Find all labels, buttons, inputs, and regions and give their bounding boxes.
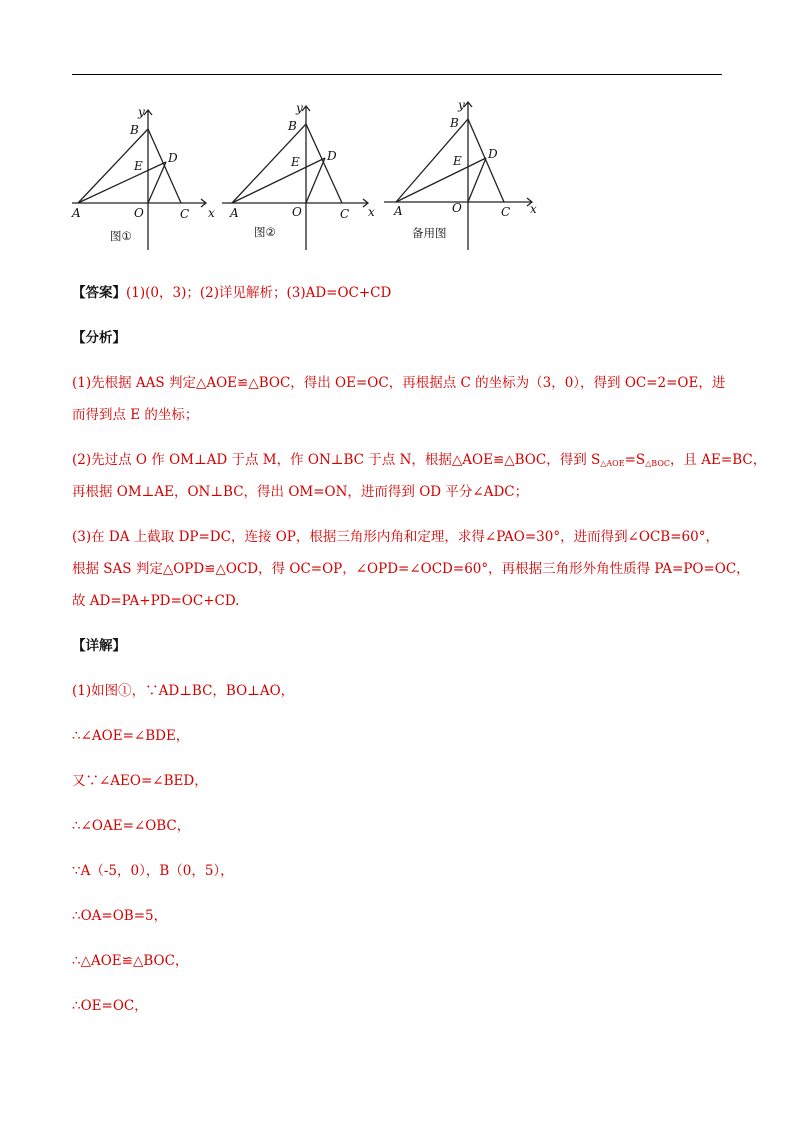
label-x: x (530, 202, 537, 216)
label-C: C (501, 205, 511, 219)
label-B: B (450, 116, 459, 130)
label-O: O (452, 201, 462, 215)
label-A: A (394, 204, 403, 218)
detail-line: 又∵∠AEO=∠BED， (72, 773, 208, 789)
figure-caption: 图① (110, 229, 132, 243)
label-E: E (453, 154, 462, 168)
figure-caption: 图② (254, 225, 276, 239)
label-D: D (488, 147, 498, 161)
analysis-p2-sub1: △AOE (600, 459, 625, 468)
label-E: E (291, 155, 300, 169)
analysis-p2-line2: 再根据 OM⊥AE，ON⊥BC，得出 OM=ON，进而得到 OD 平分∠ADC； (72, 484, 529, 500)
analysis-p2-text-b: ，且 AE=BC， (670, 452, 767, 468)
detail-line: ∴OE=OC， (72, 998, 148, 1014)
label-A: A (72, 206, 81, 220)
figure-1 (68, 96, 218, 256)
detail-heading: 【详解】 (72, 638, 126, 654)
figure-3-diagram (380, 96, 545, 256)
label-y: y (296, 101, 303, 115)
figure-3 (380, 96, 545, 256)
detail-line: ∴△AOE≌△BOC， (72, 953, 189, 969)
label-D: D (168, 151, 178, 165)
label-B: B (130, 123, 139, 137)
label-O: O (134, 206, 144, 220)
detail-line: ∴∠OAE=∠OBC， (72, 818, 191, 834)
segment-AD (396, 158, 486, 202)
analysis-p1-line2: 而得到点 E 的坐标； (72, 407, 199, 423)
answer-heading: 【答案】 (72, 285, 126, 301)
segment-OD (148, 162, 166, 203)
detail-line: ∴∠AOE=∠BDE， (72, 728, 190, 744)
analysis-p2-line1 (72, 451, 766, 473)
label-C: C (180, 207, 190, 221)
header-rule (72, 74, 722, 75)
answer-line (72, 284, 391, 302)
label-C: C (340, 207, 350, 221)
analysis-p1-line1: (1)先根据 AAS 判定△AOE≌△BOC，得出 OE=OC，再根据点 C 的坐标为（3，0），得到 OC=2=OE，进 (72, 375, 726, 391)
segment-AD (78, 162, 166, 203)
label-O: O (292, 205, 302, 219)
answer-text: (1)(0，3)；(2)详见解析；(3)AD=OC+CD (126, 285, 392, 301)
detail-line: ∵A（-5，0），B（0，5）， (72, 863, 234, 879)
label-B: B (288, 119, 297, 133)
label-x: x (208, 206, 215, 220)
label-y: y (458, 98, 465, 112)
detail-line: (1)如图①，∵AD⊥BC，BO⊥AO， (72, 683, 295, 699)
analysis-p2-text-a: (2)先过点 O 作 OM⊥AD 于点 M，作 ON⊥BC 于点 N，根据△AOE≌△BOC，得到 S (72, 452, 601, 468)
figure-1-diagram (68, 96, 218, 256)
label-E: E (134, 159, 143, 173)
analysis-p2-eq: =S (624, 452, 646, 468)
analysis-p3-line2: 根据 SAS 判定△OPD≌△OCD，得 OC=OP，∠OPD=∠OCD=60°，再根据三角形外角性质得 PA=PO=OC， (72, 561, 750, 577)
label-x: x (368, 205, 375, 219)
label-y: y (138, 105, 145, 119)
label-A: A (230, 206, 239, 220)
figure-2 (218, 96, 378, 256)
segment-OD (468, 158, 486, 202)
analysis-heading: 【分析】 (72, 330, 126, 346)
figure-2-diagram (218, 96, 378, 256)
segment-OD (306, 158, 325, 203)
detail-line: ∴OA=OB=5， (72, 908, 168, 924)
label-D: D (327, 149, 337, 163)
figure-caption: 备用图 (412, 226, 447, 240)
analysis-p2-sub2: △BOC (645, 459, 670, 468)
analysis-p3-line3: 故 AD=PA+PD=OC+CD. (72, 593, 240, 609)
analysis-p3-line1: (3)在 DA 上截取 DP=DC，连接 OP，根据三角形内角和定理，求得∠PAO=30°，进而得到∠OCB=60°， (72, 529, 719, 545)
segment-AD (232, 158, 325, 203)
